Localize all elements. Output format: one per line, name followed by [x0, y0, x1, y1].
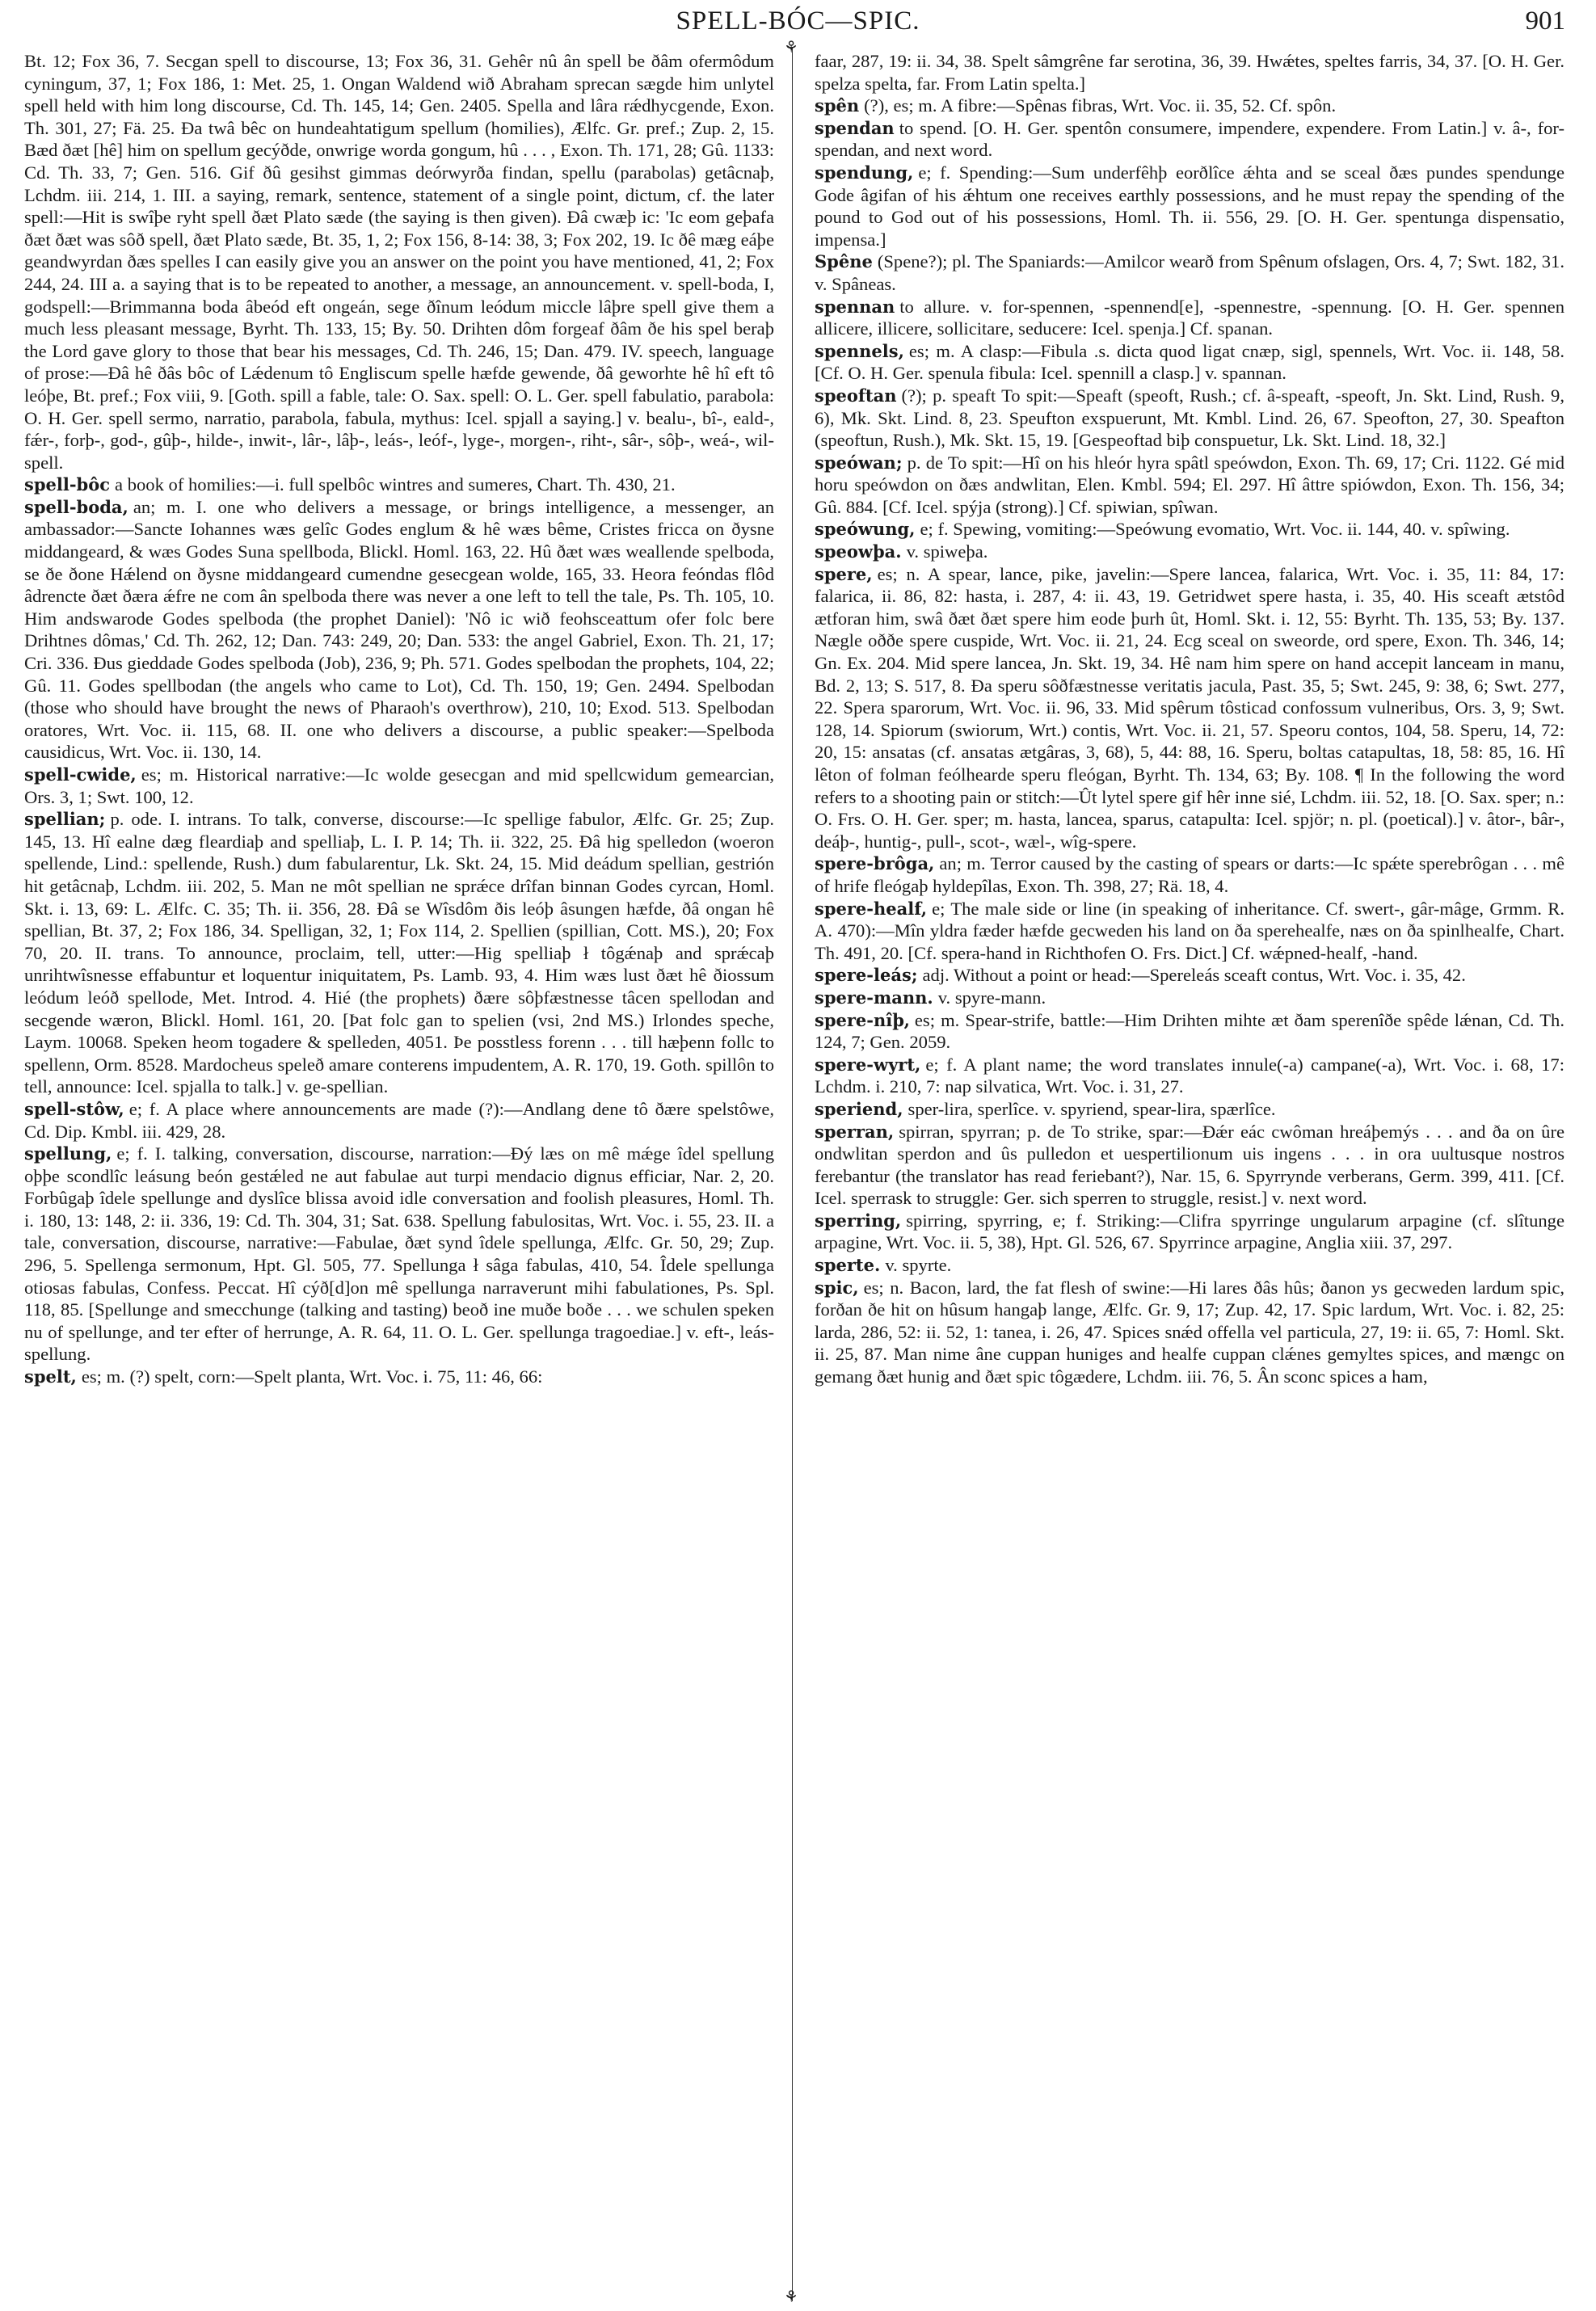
dictionary-entry — [815, 1054, 1564, 1098]
entry-definition: to spend. [O. H. Ger. spentôn consumere, impendere, expendere. From Latin.] v. â-, for-spendan, and next word. — [815, 117, 1564, 161]
column-divider — [792, 47, 793, 2301]
entry-definition: p. ode. I. intrans. To talk, converse, discourse:—Ic spellige fabulor, Ælfc. Gr. 25; Zup. 145, 13. Hî ealne dæg fleardiaþ and spelliaþ, L. I. P. 14; Th. ii. 322, 25. Ðâ hig spelledon (woeron spellende, Lind.: spellende, Rush.) dum fabularentur, Lk. Skt. 24, 15. Mid deádum spellian, gestrión hit getâcnaþ, Lchdm. iii. 202, 5. Man ne môt spellian ne sprǽce drîfan binnan Godes cyrcan, Homl. Skt. i. 13, 69: L. Ælfc. C. 35; Th. ii. 356, 28. Ðâ se Wîsdôm ðis leóþ âsungen hæfde, ðâ ongan hê spellian, Bt. 37, 2; Fox 186, 34. Spelligan, 32, 1; Fox 114, 2. Spellien (spillian, Cott. MS.), 20; Fox 70, 20. II. trans. To announce, proclaim, tell, utter:—Hig spelliaþ ł tôgǽnaþ and sprǽcaþ unrihtwîsnesse effabuntur et loquentur iniquitatem, Ps. Lamb. 93, 4. Him wæs lust ðæt hê ðiossum leódum leóð spellode, Met. Introd. 4. Hié (the prophets) ðære sôþfæstnesse tâcen spellodan and secgende wæron, Blickl. Homl. 161, 20. [Þat folc gan to spelien (vsi, 2nd MS.) Irlondes speche, Laym. 10068. Speken heom togadere & spelleden, 4051. Þe posstless forenn . . . till hæþenn follc to spellenn, Orm. 8528. Mardocheus speleð amare conterens impudentem, A. R. 170, 19. Goth. spillôn to tell, announce: Icel. spjalla to talk.] v. ge-spellian. — [24, 809, 774, 1097]
dictionary-entry — [24, 1143, 774, 1366]
entry-definition: v. spyre-mann. — [937, 987, 1046, 1008]
dictionary-entry — [815, 852, 1564, 897]
entry-definition: e; f. A place where announcements are made (?):—Andlang dene tô ðære spelstôwe, Cd. Dip. Kmbl. iii. 429, 28. — [24, 1098, 774, 1142]
dictionary-entry — [24, 764, 774, 808]
entry-definition: spirring, spyrring, e; f. Striking:—Clifra spyrringe ungularum arpagine (cf. slîtunge arpagine, Wrt. Voc. ii. 5, 38), Hpt. Gl. 526, 67. Spyrrince arpagine, Anglia xiii. 37, 297. — [815, 1210, 1564, 1253]
entry-headword: sperring, — [815, 1210, 902, 1231]
divider-ornament-top: ⚘ — [784, 39, 798, 57]
entry-definition: (?); p. speaft To spit:—Speaft (speoft, Rush.; cf. â-speaft, -speoft, Jn. Skt. Lind, Rush. 9, 6), Mk. Skt. Lind. 8, 23. Speufton exspuerunt, Mt. Kmbl. Lind. 26, 67. Speofton, 27, 30. Speafton (speoftun, Rush.), Mk. Skt. 15, 19. [Gespeoftad biþ conspuetur, Lk. Skt. Lind. 18, 32.] — [815, 385, 1564, 451]
dictionary-entry — [815, 296, 1564, 340]
entry-headword: spere-brôga, — [815, 853, 935, 874]
dictionary-entry — [24, 474, 774, 496]
entry-definition: an; m. Terror caused by the casting of spears or darts:—Ic spǽte sperebrôgan . . . mê of hrife fleógaþ hyldepîlas, Exon. Th. 398, 27; Rä. 18, 4. — [815, 853, 1564, 896]
entry-definition: an; m. I. one who delivers a message, or brings intelligence, a messenger, an ambassador:—Sancte Iohannes wæs gelîc Godes englum & hê wæs bême, Cristes fricca on ðysne middangeard, & wæs Godes Suna spellboda, Blickl. Homl. 163, 22. Hû ðæt wæs weallende spelboda, se ðe ðone Hǽlend on ðysne middangeard cumendne gesecgean wolde, 165, 33. Heora feóndas flôd âdrencte ðæt ðæra ǽfre ne com ân spelboda there was never a one left to tell the tale, Ps. Th. 105, 10. Him andswarode Godes spelboda (the prophet Daniel): 'Nô ic wið feohsceattum ofer folc bere Drihtnes dômas,' Cd. Th. 262, 12; Dan. 743: 249, 20; Dan. 533: the angel Gabriel, Exon. Th. 21, 17; Cri. 336. Ðus gieddade Godes spelboda (Job), 236, 9; Ph. 571. Godes spelbodan the prophets, 104, 22; Gû. 11. Godes spellbodan (the angels who came to Lot), Cd. Th. 150, 19; Gen. 2494. Spelbodan (those who should have brought the news of Pharaoh's overthrow), 210, 10; Exod. 513. Spelbodan oratores, Wrt. Voc. ii. 115, 68. II. one who delivers a discourse, a public speaker:—Spelboda causidicus, Wrt. Voc. ii. 130, 14. — [24, 496, 774, 763]
entry-headword: sperte. — [815, 1255, 881, 1276]
entry-definition: es; m. (?) spelt, corn:—Spelt planta, Wrt. Voc. i. 75, 11: 46, 66: — [81, 1366, 543, 1387]
entry-definition: sper-lira, sperlîce. v. spyriend, spear-lira, spærlîce. — [907, 1098, 1276, 1119]
entry-headword: spere-leás; — [815, 965, 918, 986]
page-number: 901 — [1525, 6, 1565, 36]
dictionary-entry — [24, 808, 774, 1098]
dictionary-entry — [815, 518, 1564, 541]
entry-definition: e; f. Spewing, vomiting:—Speówung evomatio, Wrt. Voc. ii. 144, 40. v. spîwing. — [920, 519, 1510, 540]
dictionary-entry — [815, 1121, 1564, 1210]
entry-headword: speówung, — [815, 519, 916, 540]
entry-definition: es; n. A spear, lance, pike, javelin:—Spere lancea, falarica, Wrt. Voc. i. 35, 11: 84, 17: falarica, ii. 86, 82: hasta, i. 287, 4: ii. 43, 19. Getridwet spere hasta, i. 35, 40. His sceaft ætstôd ætforan him, swâ ðæt ðæt spere him eode þurh ût, Homl. Skt. i. 12, 55: Byrht. Th. 135, 53; By. 137. Nægle oððe spere cuspide, Wrt. Voc. ii. 21, 24. Ecg sceal on sweorde, ord spere, Exon. Th. 346, 14; Gn. Ex. 204. Mid spere lancea, Jn. Skt. 19, 34. Hê nam him spere on hand accepit lanceam in manu, Bd. 2, 13; S. 517, 8. Ða speru sôðfæstnesse veritatis jacula, Past. 35, 5; Swt. 245, 9: 38, 6; Swt. 277, 22. Spera sparorum, Wrt. Voc. ii. 96, 33. Mid spêrum tôsticad confossum vulneribus, Ors. 3, 9; Swt. 128, 14. Spiorum (swiorum, Wrt.) contis, Wrt. Voc. ii. 21, 57. Speoru contos, 104, 58. Speru, 14, 72: 20, 15: ansatas (cf. ansatas ætgâras, 3, 68), 5, 44: 88, 16. Speru, boltas catapultas, 18, 58: 85, 16. Hî lêton of folman feólhearde speru fleógan, Byrht. Th. 134, 63; By. 108. ¶ In the following the word refers to a shooting pain or stitch:—Ût lytel spere gif hêr inne sié, Lchdm. iii. 52, 18. [O. Sax. sper; n.: O. Frs. O. H. Ger. sper; m. hasta, lancea, sparus, catapulta: Icel. spjör; n. pl. (poetical).] v. âtor-, bâr-, deáþ-, huntig-, pull-, scot-, wæl-, wîg-spere. — [815, 563, 1564, 852]
right-column — [815, 50, 1564, 1388]
entry-headword: spere, — [815, 563, 873, 584]
dictionary-entry — [815, 541, 1564, 563]
dictionary-entry — [815, 987, 1564, 1009]
entry-definition: es; n. Bacon, lard, the fat flesh of swine:—Hi lares ðâs hûs; ðanon ys gecweden lardum spic, forðan ðe hit on hûsum hangaþ lange, Ælfc. Gr. 9, 17; Zup. 42, 17. Spic lardum, Wrt. Voc. i. 82, 25: larda, 286, 52: ii. 52, 1: tanea, i. 26, 47. Spices snǽd offella vel particula, 27, 19: ii. 65, 7: Homl. Skt. ii. 25, 87. Man nime âne cuppan huniges and healfe cuppan clǽnes gemyltes spices, and mængc on gemang ðæt hunig and ðæt spic tôgædere, Lchdm. iii. 76, 5. Ân sconc spices a ham, — [815, 1277, 1564, 1387]
entry-continuation — [815, 50, 1564, 95]
entry-definition: e; f. A plant name; the word translates innule(-a) campane(-a), Wrt. Voc. i. 68, 17: Lchdm. i. 210, 7: nap silvatica, Wrt. Voc. i. 31, 27. — [815, 1054, 1564, 1097]
entry-definition: (Spene?); pl. The Spaniards:—Amilcor wearð from Spênum ofslagen, Ors. 4, 7; Swt. 182, 31. v. Spâneas. — [815, 251, 1564, 294]
dictionary-entry — [815, 1254, 1564, 1277]
divider-ornament-bottom: ⚘ — [784, 2288, 798, 2306]
entry-headword: spell-bôc — [24, 474, 111, 495]
entry-headword: speriend, — [815, 1098, 903, 1119]
entry-headword: spic, — [815, 1277, 859, 1298]
entry-headword: spendan — [815, 117, 895, 138]
entry-definition: e; The male side or line (in speaking of inheritance. Cf. swert-, gâr-mâge, Grmm. R. A. 470):—Mîn yldra fæder hæfde gecweden his land on ða sperehealfe, næs on ða spinlhealfe, Chart. Th. 491, 20. [Cf. spera-hand in Richthofen O. Frs. Dict.] Cf. wǽpned-healf, -hand. — [815, 898, 1564, 963]
entry-definition: faar, 287, 19: ii. 34, 38. Spelt sâmgrêne far serotina, 36, 39. Hwǽtes, speltes farris, 34, 37. [O. H. Ger. spelza spelta, far. From Latin spelta.] — [815, 51, 1564, 94]
entry-headword: spelt, — [24, 1366, 77, 1387]
entry-headword: spên — [815, 95, 860, 116]
entry-definition: to allure. v. for-spennen, -spennend[e], -spennestre, -spennung. [O. H. Ger. spennen allicere, illicere, sollicitare, seducere: Icel. spenja.] Cf. spanan. — [815, 296, 1564, 339]
entry-definition: v. spyrte. — [885, 1255, 952, 1276]
entry-headword: spennels, — [815, 340, 904, 361]
dictionary-entry — [815, 250, 1564, 295]
entry-definition: spirran, spyrran; p. de To strike, spar:—Ðǽr eác cwôman hreáþemýs . . . and ða on ûre ondwlitan sperdon and ûs pulledon et uespertilionum uis ingens . . . in ora uultusque nostros ferebantur (the translator has read feriebant?), Nar. 15, 6. Spyrrynde verberans, Germ. 399, 411. [Cf. Icel. sperrask to struggle: Ger. sich sperren to struggle, resist.] v. next word. — [815, 1121, 1564, 1209]
entry-definition: es; m. Historical narrative:—Ic wolde gesecgan and mid spellcwidum gemearcian, Ors. 3, 1; Swt. 100, 12. — [24, 764, 774, 807]
entry-definition: Bt. 12; Fox 36, 7. Secgan spell to discourse, 13; Fox 36, 31. Gehêr nû ân spell be ðâm ofermôdum cyningum, 37, 1; Fox 186, 1: Met. 25, 1. Ongan Waldend wið Abraham sprecan sægde him unlytel spell held with him long discourse, Cd. Th. 145, 14; Gen. 2405. Spella and lâra rǽdhycgende, Exon. Th. 301, 27; Fä. 25. Ða twâ bêc on hundeahtatigum spellum (homilies), Ælfc. Gr. pref.; Zup. 2, 15. Bæd ðæt [hê] him on spellum gecýðde, onwrige worda gongum, hû . . . , Exon. Th. 171, 28; Gû. 1133: Cd. Th. 33, 7; Gen. 516. Gif ðû gesihst gimmas deórwyrða findan, spellu (parabolas) getâcnaþ, Lchdm. iii. 214, 1. III. a saying, remark, sentence, statement of a single point, dictum, cf. the later spell:—Hit is swîþe ryht spell ðæt Plato sæde (the saying is then given). Ðâ cwæþ ic: 'Ic eom geþafa ðæt ðæt was sôð spell, ðæt Plato sæde, Bt. 35, 1, 2; Fox 156, 8-14: 38, 3; Fox 202, 19. Ic ðê mæg eáþe geandwyrdan ðæs spelles I can easily give you an answer on the point you have mentioned, 41, 2; Fox 244, 24. III a. a saying that is to be repeated to another, a message, an announcement. v. spell-boda, I, godspell:—Brimmanna boda âbeód eft ongeán, sege ðînum leódum miccle lâþre spell give them a much less pleasant message, Byrht. Th. 133, 15; By. 50. Drihten dôm forgeaf ðâm ðe his spel beraþ the Lord gave glory to those that bear his messages, Cd. Th. 246, 15; Dan. 479. IV. speech, language of prose:—Ðâ hê ðâs bôc of Lǽdenum tô Engliscum spelle hæfde gewende, ðâ geworhte hê hî eft tô leóþe, Bt. pref.; Fox viii, 9. [Goth. spill a fable, tale: O. Sax. spell: O. L. Ger. spell fabulatio, parabola: O. H. Ger. spell sermo, narratio, parabola, fabula, mythus: Icel. spjall a saying.] v. bealu-, bî-, eald-, fǽr-, forþ-, god-, gûþ-, hilde-, inwit-, lâr-, lâþ-, leás-, leóf-, lyge-, morgen-, riht-, sâr-, sôþ-, weá-, wil-spell. — [24, 51, 774, 473]
entry-headword: spellung, — [24, 1143, 112, 1164]
entry-definition: es; m. Spear-strife, battle:—Him Drihten mihte æt ðam sperenîðe spêde lǽnan, Cd. Th. 124, 7; Gen. 2059. — [815, 1009, 1564, 1053]
entry-headword: spell-stôw, — [24, 1098, 124, 1119]
entry-headword: sperran, — [815, 1121, 895, 1142]
dictionary-entry — [815, 95, 1564, 117]
entry-definition: p. de To spit:—Hî on his hleór hyra spâtl speówdon, Exon. Th. 69, 17; Cri. 1122. Gé mid horu speówdon on ðæs andwlitan, Elen. Kmbl. 594; El. 297. Hî âttre spiówdon, Exon. Th. 156, 34; Gû. 884. [Cf. Icel. spýja (strong).] Cf. spiwian, spîwan. — [815, 452, 1564, 517]
entry-definition: a book of homilies:—i. full spelbôc wintres and sumeres, Chart. Th. 430, 21. — [115, 474, 676, 495]
dictionary-entry — [815, 1277, 1564, 1388]
dictionary-entry — [815, 452, 1564, 519]
dictionary-entry — [24, 1098, 774, 1143]
left-column — [24, 50, 774, 1388]
entry-headword: Spêne — [815, 251, 873, 272]
dictionary-entry — [815, 1210, 1564, 1254]
dictionary-entry — [815, 1009, 1564, 1054]
dictionary-entry — [815, 964, 1564, 987]
entry-headword: spell-cwide, — [24, 764, 137, 785]
dictionary-entry — [815, 340, 1564, 385]
entry-definition: v. spiweþa. — [906, 541, 988, 562]
entry-headword: speówan; — [815, 452, 903, 473]
entry-continuation — [24, 50, 774, 474]
entry-headword: spellian; — [24, 809, 106, 830]
dictionary-entry — [815, 1098, 1564, 1121]
dictionary-entry — [815, 117, 1564, 162]
entry-definition: es; m. A clasp:—Fibula .s. dicta quod ligat cnæp, sigl, spennels, Wrt. Voc. ii. 148, 58. [Cf. O. H. Ger. spenula fibula: Icel. spennill a clasp.] v. spannan. — [815, 340, 1564, 384]
dictionary-entry — [815, 898, 1564, 965]
dictionary-entry — [815, 563, 1564, 853]
entry-headword: spere-mann. — [815, 987, 933, 1008]
entry-definition: e; f. Spending:—Sum underfêhþ eorðlîce ǽhta and se sceal ðæs pundes spendunge Gode âgifan of his ǽhtum one receives earthly possessions, and he must repay the spending of the pound to God out of his possessions, Homl. Th. ii. 556, 29. [O. H. Ger. spentunga dispensatio, impensa.] — [815, 162, 1564, 250]
entry-headword: spere-wyrt, — [815, 1054, 921, 1075]
running-title: SPELL-BÓC—SPIC. — [676, 6, 920, 36]
entry-headword: speowþa. — [815, 541, 902, 562]
entry-definition: e; f. I. talking, conversation, discourse, narration:—Ðý læs on mê mǽge îdel spellung oþþe scondlîc leásung beón gestǽled ne aut fabulae aut turpi mendacio dignus efficiar, Nar. 2, 20. Forbûgaþ îdele spellunge and dyslîce blissa avoid idle conversation and foolish pleasures, Homl. Th. i. 180, 13: 148, 2: ii. 336, 19: Cd. Th. 304, 31; Sat. 638. Spellung fabulositas, Wrt. Voc. i. 55, 23. II. a tale, conversation, discourse, narrative:—Fabulae, ðæt synd îdele spellunga, Ælfc. Gr. 50, 29; Zup. 296, 5. Spellenga sermonum, Hpt. Gl. 505, 77. Spellunga ł sâga fabulas, 410, 54. Îdele spellunga otiosas fabulas, Confess. Peccat. Hî cýð[d]on mê spellunga narraverunt mihi fabulationes, Ps. Spl. 118, 85. [Spellunge and smecchunge (talking and tasting) beoð ine muðe boðe . . . we schulen speken nu of spellunge, and ter efter of herrunge, A. R. 64, 11. O. L. Ger. spellunga tragoediae.] v. eft-, leás-spellung. — [24, 1143, 774, 1365]
entry-headword: spere-healf, — [815, 898, 928, 919]
entry-headword: spendung, — [815, 162, 914, 183]
dictionary-entry — [24, 496, 774, 764]
dictionary-entry — [815, 162, 1564, 250]
entry-headword: spennan — [815, 296, 895, 317]
entry-headword: speoftan — [815, 385, 897, 406]
entry-definition: (?), es; m. A fibre:—Spênas fibras, Wrt. Voc. ii. 35, 52. Cf. spôn. — [864, 95, 1337, 116]
entry-headword: spell-boda, — [24, 496, 128, 517]
dictionary-entry — [815, 385, 1564, 452]
entry-definition: adj. Without a point or head:—Spereleás sceaft contus, Wrt. Voc. i. 35, 42. — [922, 965, 1466, 986]
entry-headword: spere-nîþ, — [815, 1009, 910, 1030]
dictionary-entry — [24, 1366, 774, 1388]
page-header — [0, 6, 1596, 39]
